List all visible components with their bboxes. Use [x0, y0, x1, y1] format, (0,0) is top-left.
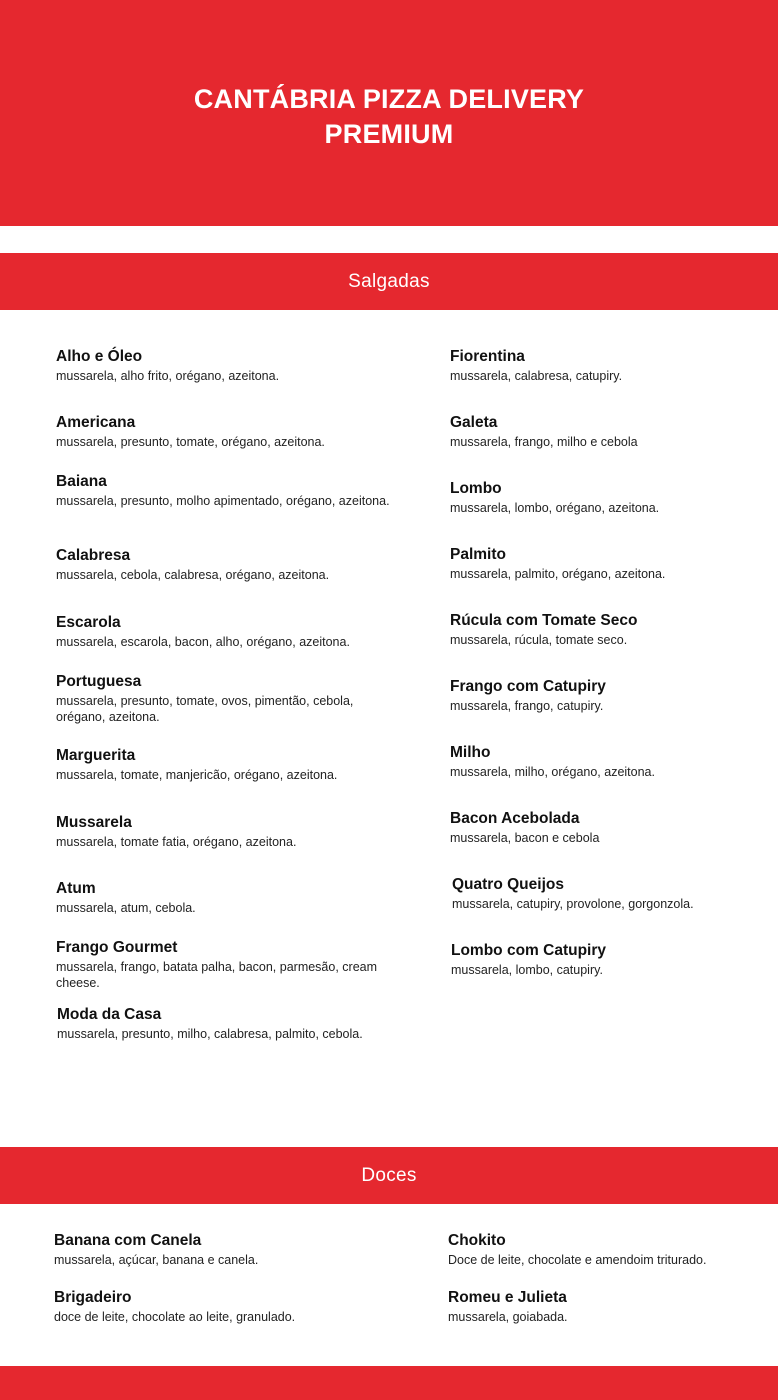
menu-item-description: mussarela, frango, batata palha, bacon, parmesão, cream cheese.	[56, 960, 378, 990]
menu-item-description: mussarela, goiabada.	[448, 1310, 568, 1324]
menu-item-description: mussarela, palmito, orégano, azeitona.	[450, 567, 666, 581]
menu-item	[56, 472, 396, 510]
menu-item-description: mussarela, alho frito, orégano, azeitona.	[56, 369, 280, 383]
menu-item-name: Frango com Catupiry	[450, 678, 606, 695]
menu-item-name: Calabresa	[56, 547, 131, 564]
menu-item-name: Milho	[450, 744, 491, 761]
menu-item-description: Doce de leite, chocolate e amendoim triturado.	[448, 1253, 707, 1267]
menu-item	[450, 743, 750, 781]
menu-item-description: mussarela, presunto, tomate, orégano, azeitona.	[56, 435, 325, 449]
menu-item	[450, 809, 750, 847]
menu-item	[450, 545, 750, 583]
menu-item-name: Marguerita	[56, 747, 136, 764]
section-title-doces: Doces	[361, 1164, 417, 1186]
menu-item-name: Galeta	[450, 414, 498, 431]
menu-item	[56, 546, 396, 584]
menu-item-description: mussarela, lombo, catupiry.	[451, 963, 603, 977]
menu-item-name: Romeu e Julieta	[448, 1289, 567, 1306]
footer-band	[0, 1366, 778, 1400]
menu-item-name: Moda da Casa	[57, 1006, 162, 1023]
menu-item-name: Fiorentina	[450, 348, 525, 365]
menu-item-description: mussarela, tomate fatia, orégano, azeitona.	[56, 835, 297, 849]
page-title-line1: CANTÁBRIA PIZZA DELIVERY	[193, 84, 585, 114]
menu-item-name: Quatro Queijos	[452, 876, 564, 893]
menu-item	[56, 746, 396, 784]
menu-item-description: mussarela, milho, orégano, azeitona.	[450, 765, 655, 779]
menu-item-description: mussarela, tomate, manjericão, orégano, azeitona.	[56, 768, 338, 782]
menu-item-description: mussarela, presunto, molho apimentado, orégano, azeitona.	[56, 494, 390, 508]
menu-item	[56, 672, 396, 725]
header-banner	[0, 0, 778, 226]
menu-item	[56, 879, 396, 917]
page-title-line2: PREMIUM	[324, 119, 454, 149]
menu-item	[450, 347, 750, 385]
menu-item-description: mussarela, presunto, milho, calabresa, palmito, cebola.	[57, 1027, 363, 1041]
menu-item-name: Portuguesa	[56, 673, 142, 690]
menu-item	[450, 413, 750, 451]
menu-item-description: mussarela, escarola, bacon, alho, orégano, azeitona.	[56, 635, 350, 649]
menu-item	[450, 677, 750, 715]
menu-item	[452, 875, 752, 913]
menu-item-name: Lombo com Catupiry	[451, 942, 607, 959]
menu-item	[57, 1005, 397, 1043]
menu-item-description: mussarela, cebola, calabresa, orégano, azeitona.	[56, 568, 330, 582]
menu-item-name: Banana com Canela	[54, 1232, 202, 1249]
menu-item-name: Lombo	[450, 480, 502, 497]
menu-item-description: mussarela, bacon e cebola	[450, 831, 600, 845]
menu-item-description: mussarela, presunto, tomate, ovos, pimentão, cebola, orégano, azeitona.	[56, 694, 354, 724]
menu-item	[56, 613, 396, 651]
menu-item-description: mussarela, açúcar, banana e canela.	[54, 1253, 259, 1267]
menu-item	[56, 938, 396, 991]
menu-item	[56, 347, 396, 385]
menu-item	[451, 941, 751, 979]
section-header-salgadas	[0, 253, 778, 310]
menu-item-description: mussarela, lombo, orégano, azeitona.	[450, 501, 660, 515]
menu-item-description: mussarela, atum, cebola.	[56, 901, 196, 915]
menu-item-name: Alho e Óleo	[56, 348, 143, 365]
menu-item-description: mussarela, catupiry, provolone, gorgonzola.	[452, 897, 694, 911]
section-title-salgadas: Salgadas	[348, 270, 430, 292]
menu-item	[450, 479, 750, 517]
menu-item	[54, 1288, 414, 1326]
menu-item-description: doce de leite, chocolate ao leite, granulado.	[54, 1310, 296, 1324]
menu-item	[56, 813, 396, 851]
menu-item-name: Bacon Acebolada	[450, 810, 580, 827]
menu-item-name: Palmito	[450, 546, 506, 563]
section-header-doces	[0, 1147, 778, 1204]
menu-item-description: mussarela, rúcula, tomate seco.	[450, 633, 628, 647]
menu-item	[450, 611, 750, 649]
menu-item	[448, 1288, 768, 1326]
menu-item-name: Brigadeiro	[54, 1289, 132, 1306]
menu-item	[54, 1231, 414, 1269]
menu-item-description: mussarela, frango, milho e cebola	[450, 435, 638, 449]
menu-item-name: Rúcula com Tomate Seco	[450, 612, 638, 629]
menu-item-name: Chokito	[448, 1232, 506, 1249]
menu-item-name: Frango Gourmet	[56, 939, 178, 956]
menu-item-description: mussarela, frango, catupiry.	[450, 699, 604, 713]
menu-item	[448, 1231, 768, 1269]
menu-item-name: Mussarela	[56, 814, 132, 831]
menu-item-description: mussarela, calabresa, catupiry.	[450, 369, 623, 383]
menu-item-name: Baiana	[56, 473, 107, 490]
menu-item	[56, 413, 396, 451]
menu-item-name: Escarola	[56, 614, 121, 631]
menu-item-name: Americana	[56, 414, 136, 431]
menu-item-name: Atum	[56, 880, 96, 897]
page-title	[194, 82, 584, 152]
